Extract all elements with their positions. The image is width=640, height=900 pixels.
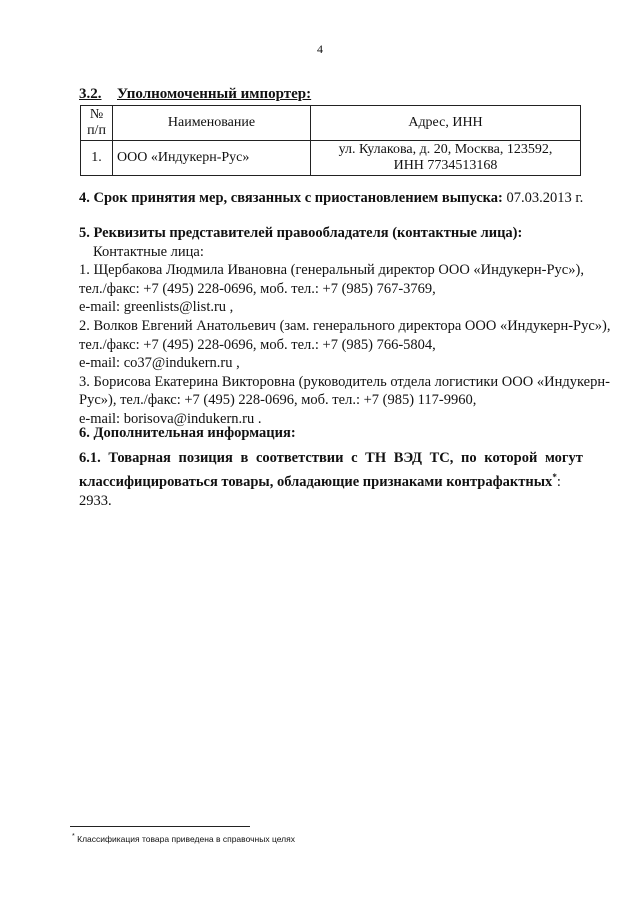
section-5-title: 5. Реквизиты представителей правообладателя (контактные лица):: [79, 225, 523, 241]
word: 6.1.: [79, 450, 101, 466]
word: ВЭД: [393, 450, 423, 466]
contact-email: e-mail: co37@indukern.ru ,: [79, 355, 240, 372]
word: Товарная: [108, 450, 171, 466]
word: в: [240, 450, 249, 466]
cell-name: ООО «Индукерн-Рус»: [113, 141, 311, 176]
contacts-label: Контактные лица:: [93, 243, 204, 260]
word: с: [351, 450, 358, 466]
section-6-1: [79, 449, 583, 511]
cell-no: 1.: [81, 141, 113, 176]
contact-email: e-mail: greenlists@list.ru ,: [79, 299, 234, 316]
page-number: 4: [317, 42, 323, 56]
contact-line: Рус»), тел./факс: +7 (495) 228-0696, моб. тел.: +7 (985) 117-9960,: [79, 392, 477, 409]
footnote-divider: [70, 826, 250, 827]
footnote-text: Классификация товара приведена в справочных целях: [77, 833, 295, 844]
section-6-1-line1: [79, 449, 583, 468]
section-number: 3.2.: [79, 86, 102, 102]
header-address: Адрес, ИНН: [311, 106, 581, 141]
word: позиция: [178, 450, 233, 466]
section-title: Уполномоченный импортер:: [117, 86, 312, 102]
section-6-1-text: классифицироваться товары, обладающие признаками контрафактных: [79, 473, 553, 490]
contact-line: 2. Волков Евгений Анатольевич (зам. генерального директора ООО «Индукерн-Рус»),: [79, 317, 611, 334]
section-4-value: 07.03.2013 г.: [506, 190, 584, 206]
section-4: [79, 190, 583, 207]
word: которой: [484, 450, 538, 466]
section-5: [79, 224, 611, 429]
cell-address: [311, 141, 581, 176]
contact-email: e-mail: borisova@indukern.ru .: [79, 410, 262, 427]
inn-line: ИНН 7734513168: [393, 158, 498, 173]
contact-line: тел./факс: +7 (495) 228-0696, моб. тел.: +7 (985) 766-5804,: [79, 336, 436, 353]
contact-line: тел./факс: +7 (495) 228-0696, моб. тел.: +7 (985) 767-3769,: [79, 280, 436, 297]
word: соответствии: [255, 450, 344, 466]
section-6-1-value: : 2933.: [79, 473, 561, 509]
table-header-row: [81, 106, 581, 141]
table-row: [81, 141, 581, 176]
word: по: [461, 450, 477, 466]
section-4-label: 4. Срок принятия мер, связанных с приостановлением выпуска:: [79, 190, 503, 206]
section-6-title: 6. Дополнительная информация:: [79, 425, 296, 441]
address-line: ул. Кулакова, д. 20, Москва, 123592,: [338, 142, 553, 157]
word: могут: [544, 450, 583, 466]
importer-table: [80, 105, 581, 176]
contact-line: 1. Щербакова Людмила Ивановна (генеральный директор ООО «Индукерн-Рус»),: [79, 262, 584, 279]
word: ТС,: [429, 450, 454, 466]
header-no: № п/п: [81, 106, 113, 141]
footnote: [72, 832, 295, 844]
contact-line: 3. Борисова Екатерина Викторовна (руководитель отдела логистики ООО «Индукерн-: [79, 373, 610, 390]
section-6-1-line2: [79, 468, 583, 511]
section-3-2-heading: [79, 86, 311, 103]
header-name: Наименование: [113, 106, 311, 141]
footnote-mark: *: [72, 832, 75, 840]
footnote-mark: *: [552, 472, 557, 482]
word: ТН: [365, 450, 387, 466]
